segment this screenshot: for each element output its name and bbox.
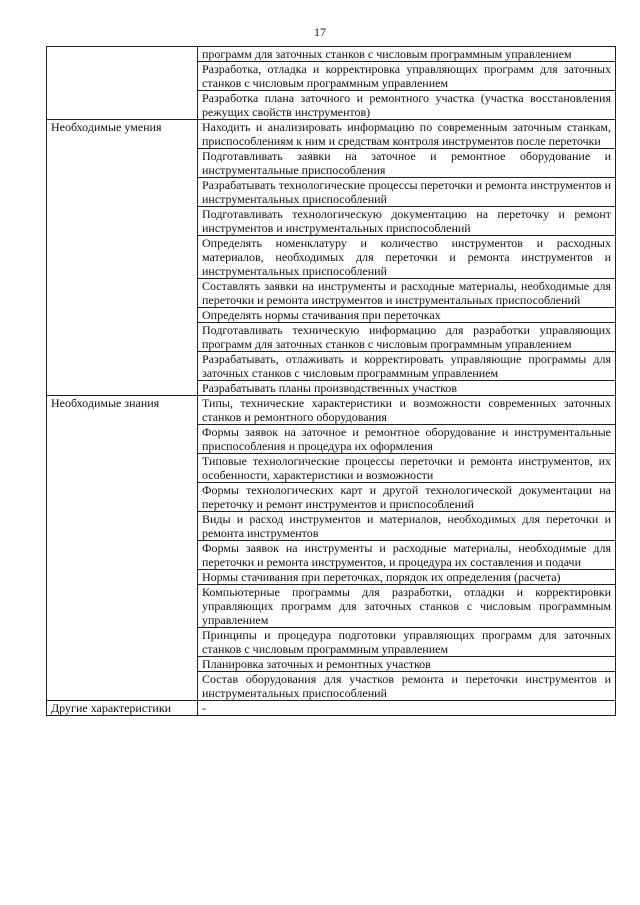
row-content: Формы технологических карт и другой технологической документации на переточку и ремонт инструментов и приспособлений: [198, 483, 616, 512]
row-content: Подготавливать техническую информацию для разработки управляющих программ для заточных станков с числовым программным управлением: [198, 323, 616, 352]
row-label-continuation: [47, 585, 198, 628]
row-label-continuation: [47, 323, 198, 352]
row-label-continuation: [47, 149, 198, 178]
row-label: [47, 47, 198, 62]
table-row: [47, 178, 616, 207]
row-label-continuation: [47, 279, 198, 308]
row-label-continuation: [47, 512, 198, 541]
row-content: Подготавливать заявки на заточное и ремонтное оборудование и инструментальные приспособления: [198, 149, 616, 178]
row-label-continuation: [47, 672, 198, 701]
row-label-continuation: [47, 628, 198, 657]
competency-table-body: [47, 47, 616, 716]
row-label: Необходимые знания: [47, 396, 198, 425]
row-label-continuation: [47, 62, 198, 91]
row-content: Формы заявок на заточное и ремонтное оборудование и инструментальные приспособления и процедура их оформления: [198, 425, 616, 454]
row-label-continuation: [47, 381, 198, 396]
row-content: Определять номенклатуру и количество инструментов и расходных материалов, необходимых для переточки и ремонта инструментов и инструментальных приспособлений: [198, 236, 616, 279]
row-content: Определять нормы стачивания при переточках: [198, 308, 616, 323]
page-number: 17: [314, 25, 326, 39]
table-row: [47, 236, 616, 279]
row-label-continuation: [47, 541, 198, 570]
table-row: [47, 323, 616, 352]
table-row: [47, 279, 616, 308]
row-label-continuation: [47, 178, 198, 207]
row-label: Другие характеристики: [47, 701, 198, 716]
row-content: Виды и расход инструментов и материалов, необходимых для переточки и ремонта инструментов: [198, 512, 616, 541]
row-label-continuation: [47, 483, 198, 512]
row-content: программ для заточных станков с числовым программным управлением: [198, 47, 616, 62]
row-content: Планировка заточных и ремонтных участков: [198, 657, 616, 672]
table-row: [47, 120, 616, 149]
row-content: -: [198, 701, 616, 716]
table-row: [47, 657, 616, 672]
table-row: [47, 149, 616, 178]
table-row: [47, 352, 616, 381]
row-label-continuation: [47, 657, 198, 672]
row-label-continuation: [47, 352, 198, 381]
row-content: Типы, технические характеристики и возможности современных заточных станков и ремонтного оборудования: [198, 396, 616, 425]
table-row: [47, 62, 616, 91]
row-label-continuation: [47, 454, 198, 483]
row-label-continuation: [47, 425, 198, 454]
table-row: [47, 396, 616, 425]
row-content: Подготавливать технологическую документацию на переточку и ремонт инструментов и инструментальных приспособлений: [198, 207, 616, 236]
table-row: [47, 585, 616, 628]
table-row: [47, 541, 616, 570]
table-row: [47, 512, 616, 541]
table-row: [47, 308, 616, 323]
row-content: Разработка плана заточного и ремонтного участка (участка восстановления режущих свойств инструментов): [198, 91, 616, 120]
row-content: Состав оборудования для участков ремонта и переточки инструментов и инструментальных приспособлений: [198, 672, 616, 701]
row-label-continuation: [47, 308, 198, 323]
row-content: Находить и анализировать информацию по современным заточным станкам, приспособлениям к ним и средствам контроля инструментов после переточки: [198, 120, 616, 149]
row-label-continuation: [47, 236, 198, 279]
table-row: [47, 454, 616, 483]
row-content: Компьютерные программы для разработки, отладки и корректировки управляющих программ для заточных станков с числовым программным управлением: [198, 585, 616, 628]
row-content: Принципы и процедура подготовки управляющих программ для заточных станков с числовым программным управлением: [198, 628, 616, 657]
row-content: Формы заявок на инструменты и расходные материалы, необходимые для переточки и ремонта инструментов, и процедура их составления и подачи: [198, 541, 616, 570]
table-row: [47, 701, 616, 716]
table-row: [47, 381, 616, 396]
row-content: Нормы стачивания при переточках, порядок их определения (расчета): [198, 570, 616, 585]
row-content: Разрабатывать технологические процессы переточки и ремонта инструментов и инструментальных приспособлений: [198, 178, 616, 207]
table-row: [47, 483, 616, 512]
table-row: [47, 628, 616, 657]
table-row: [47, 570, 616, 585]
table-row: [47, 425, 616, 454]
row-label-continuation: [47, 570, 198, 585]
row-label-continuation: [47, 207, 198, 236]
table-row: [47, 91, 616, 120]
table-row: [47, 672, 616, 701]
row-content: Составлять заявки на инструменты и расходные материалы, необходимые для переточки и ремонта инструментов и инструментальных приспособлений: [198, 279, 616, 308]
competency-table: [46, 46, 616, 716]
row-label: Необходимые умения: [47, 120, 198, 149]
table-row: [47, 207, 616, 236]
row-content: Разрабатывать, отлаживать и корректировать управляющие программы для заточных станков с числовым программным управлением: [198, 352, 616, 381]
row-content: Типовые технологические процессы переточки и ремонта инструментов, их особенности, характеристики и возможности: [198, 454, 616, 483]
row-content: Разрабатывать планы производственных участков: [198, 381, 616, 396]
row-content: Разработка, отладка и корректировка управляющих программ для заточных станков с числовым программным управлением: [198, 62, 616, 91]
table-row: [47, 47, 616, 62]
row-label-continuation: [47, 91, 198, 120]
